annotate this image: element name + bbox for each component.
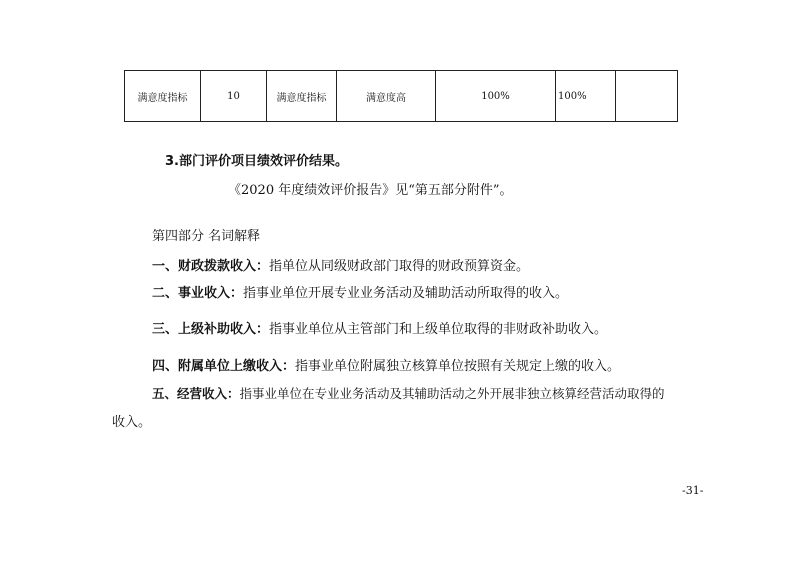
term-definition <box>152 318 607 337</box>
term-text: 指事业单位从主管部门和上级单位取得的非财政补助收入。 <box>269 322 608 337</box>
term-definition <box>152 282 568 301</box>
section-heading: 3.部门评价项目绩效评价结果。 <box>165 154 348 169</box>
term-definition <box>152 384 665 402</box>
table-cell: 满意度指标 <box>267 71 337 122</box>
term-text: 指事业单位开展专业业务活动及辅助活动所取得的收入。 <box>243 286 569 301</box>
table-row <box>125 71 678 122</box>
indicator-table <box>124 70 678 122</box>
page-number: -31- <box>682 484 704 497</box>
term-label: 四、附属单位上缴收入： <box>152 359 296 374</box>
term-text: 指事业单位附属独立核算单位按照有关规定上缴的收入。 <box>295 359 621 374</box>
table-cell: 100% <box>556 71 616 122</box>
term-definition <box>152 255 529 274</box>
term-continuation: 收入。 <box>112 415 152 430</box>
term-label: 五、经营收入： <box>152 386 240 401</box>
table-cell: 满意度高 <box>337 71 436 122</box>
term-label: 二、事业收入： <box>152 286 244 301</box>
table-cell: 100% <box>436 71 556 122</box>
table-cell: 10 <box>201 71 267 122</box>
term-text: 指事业单位在专业业务活动及其辅助活动之外开展非独立核算经营活动取得的 <box>239 386 665 401</box>
term-text: 指单位从同级财政部门取得的财政预算资金。 <box>269 259 530 274</box>
term-definition <box>152 355 620 374</box>
table-cell: 满意度指标 <box>125 71 201 122</box>
part-title: 第四部分 名词解释 <box>152 229 261 244</box>
term-label: 三、上级补助收入： <box>152 322 270 337</box>
table-cell <box>616 71 678 122</box>
section-body: 《2020 年度绩效评价报告》见“第五部分附件”。 <box>228 183 513 198</box>
term-label: 一、财政拨款收入： <box>152 259 270 274</box>
